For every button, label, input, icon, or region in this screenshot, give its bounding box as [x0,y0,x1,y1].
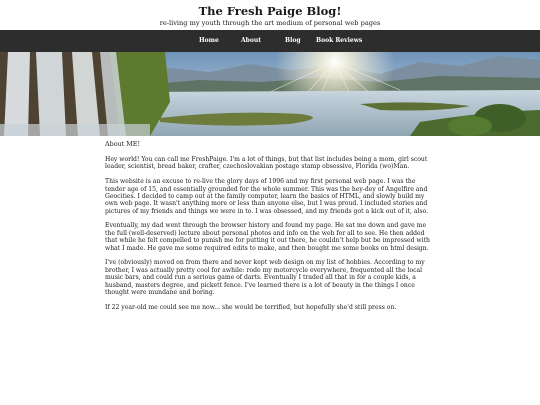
site-title: The Fresh Paige Blog! [198,4,342,18]
nav-blog-link[interactable]: Blog [285,37,301,44]
about-paragraph: This website is an excuse to re-live the glory days of 1996 and my first personal web page. I was the tender age of 15, and essentially grounded for the whole summer. This was the hey-dey of Angelfire and Geocities. I decided to camp out at the family computer, learn the basics of HTML, and slowly build my own web page. It wasn't anything more or less than anyone else, but I was proud. I included stories and pictures of my friends and things we were in to. I was obsessed, and my friends got a kick out of it, also. [105,178,429,215]
main-content [105,140,437,318]
about-paragraph: I've (obviously) moved on from there and never kept web design on my list of hobbies. According to my brother, I was actually pretty cool for awhile: rode my motorcycle everywhere, frequented all the local music bars, and could run a serious game of darts. Eventually I traded all that in for a couple kids, a husband, masters degree, and pickett fence. I've learned there is a lot of beauty in the things I once thought were mundane and boring. [105,259,425,296]
nav-book-reviews-link[interactable]: Book Reviews [316,37,363,44]
top-navigation [0,30,540,52]
site-header [0,0,540,33]
site-subtitle: re-living my youth through the art medium of personal web pages [159,19,381,27]
nav-home-link[interactable]: Home [199,37,219,44]
nav-about-link[interactable]: About [241,37,261,44]
about-paragraph: If 22 year-old me could see me now... she would be terrified, but hopefully she'd still press on. [105,303,397,311]
landscape-image [0,52,540,136]
banner-image [0,52,540,136]
about-heading: About ME! [105,140,141,148]
about-paragraph: Eventually, my dad went through the browser history and found my page. He sat me down and gave me the full (well-deserved) lecture about personal photos and info on the web for all to see. He then added that while he felt compelled to punish me for putting it out there, he couldn't help but be impressed with what I made. He gave me some required edits to make, and then bought me some books on html design. [105,222,430,252]
about-paragraph: Hey world! You can call me FreshPaige. I'm a lot of things, but that list includes being a mom, girl scout leader, scientist, bread baker, crafter, czechoslovakian postage stamp obsessive, Florida (wo)Man. [105,156,428,171]
